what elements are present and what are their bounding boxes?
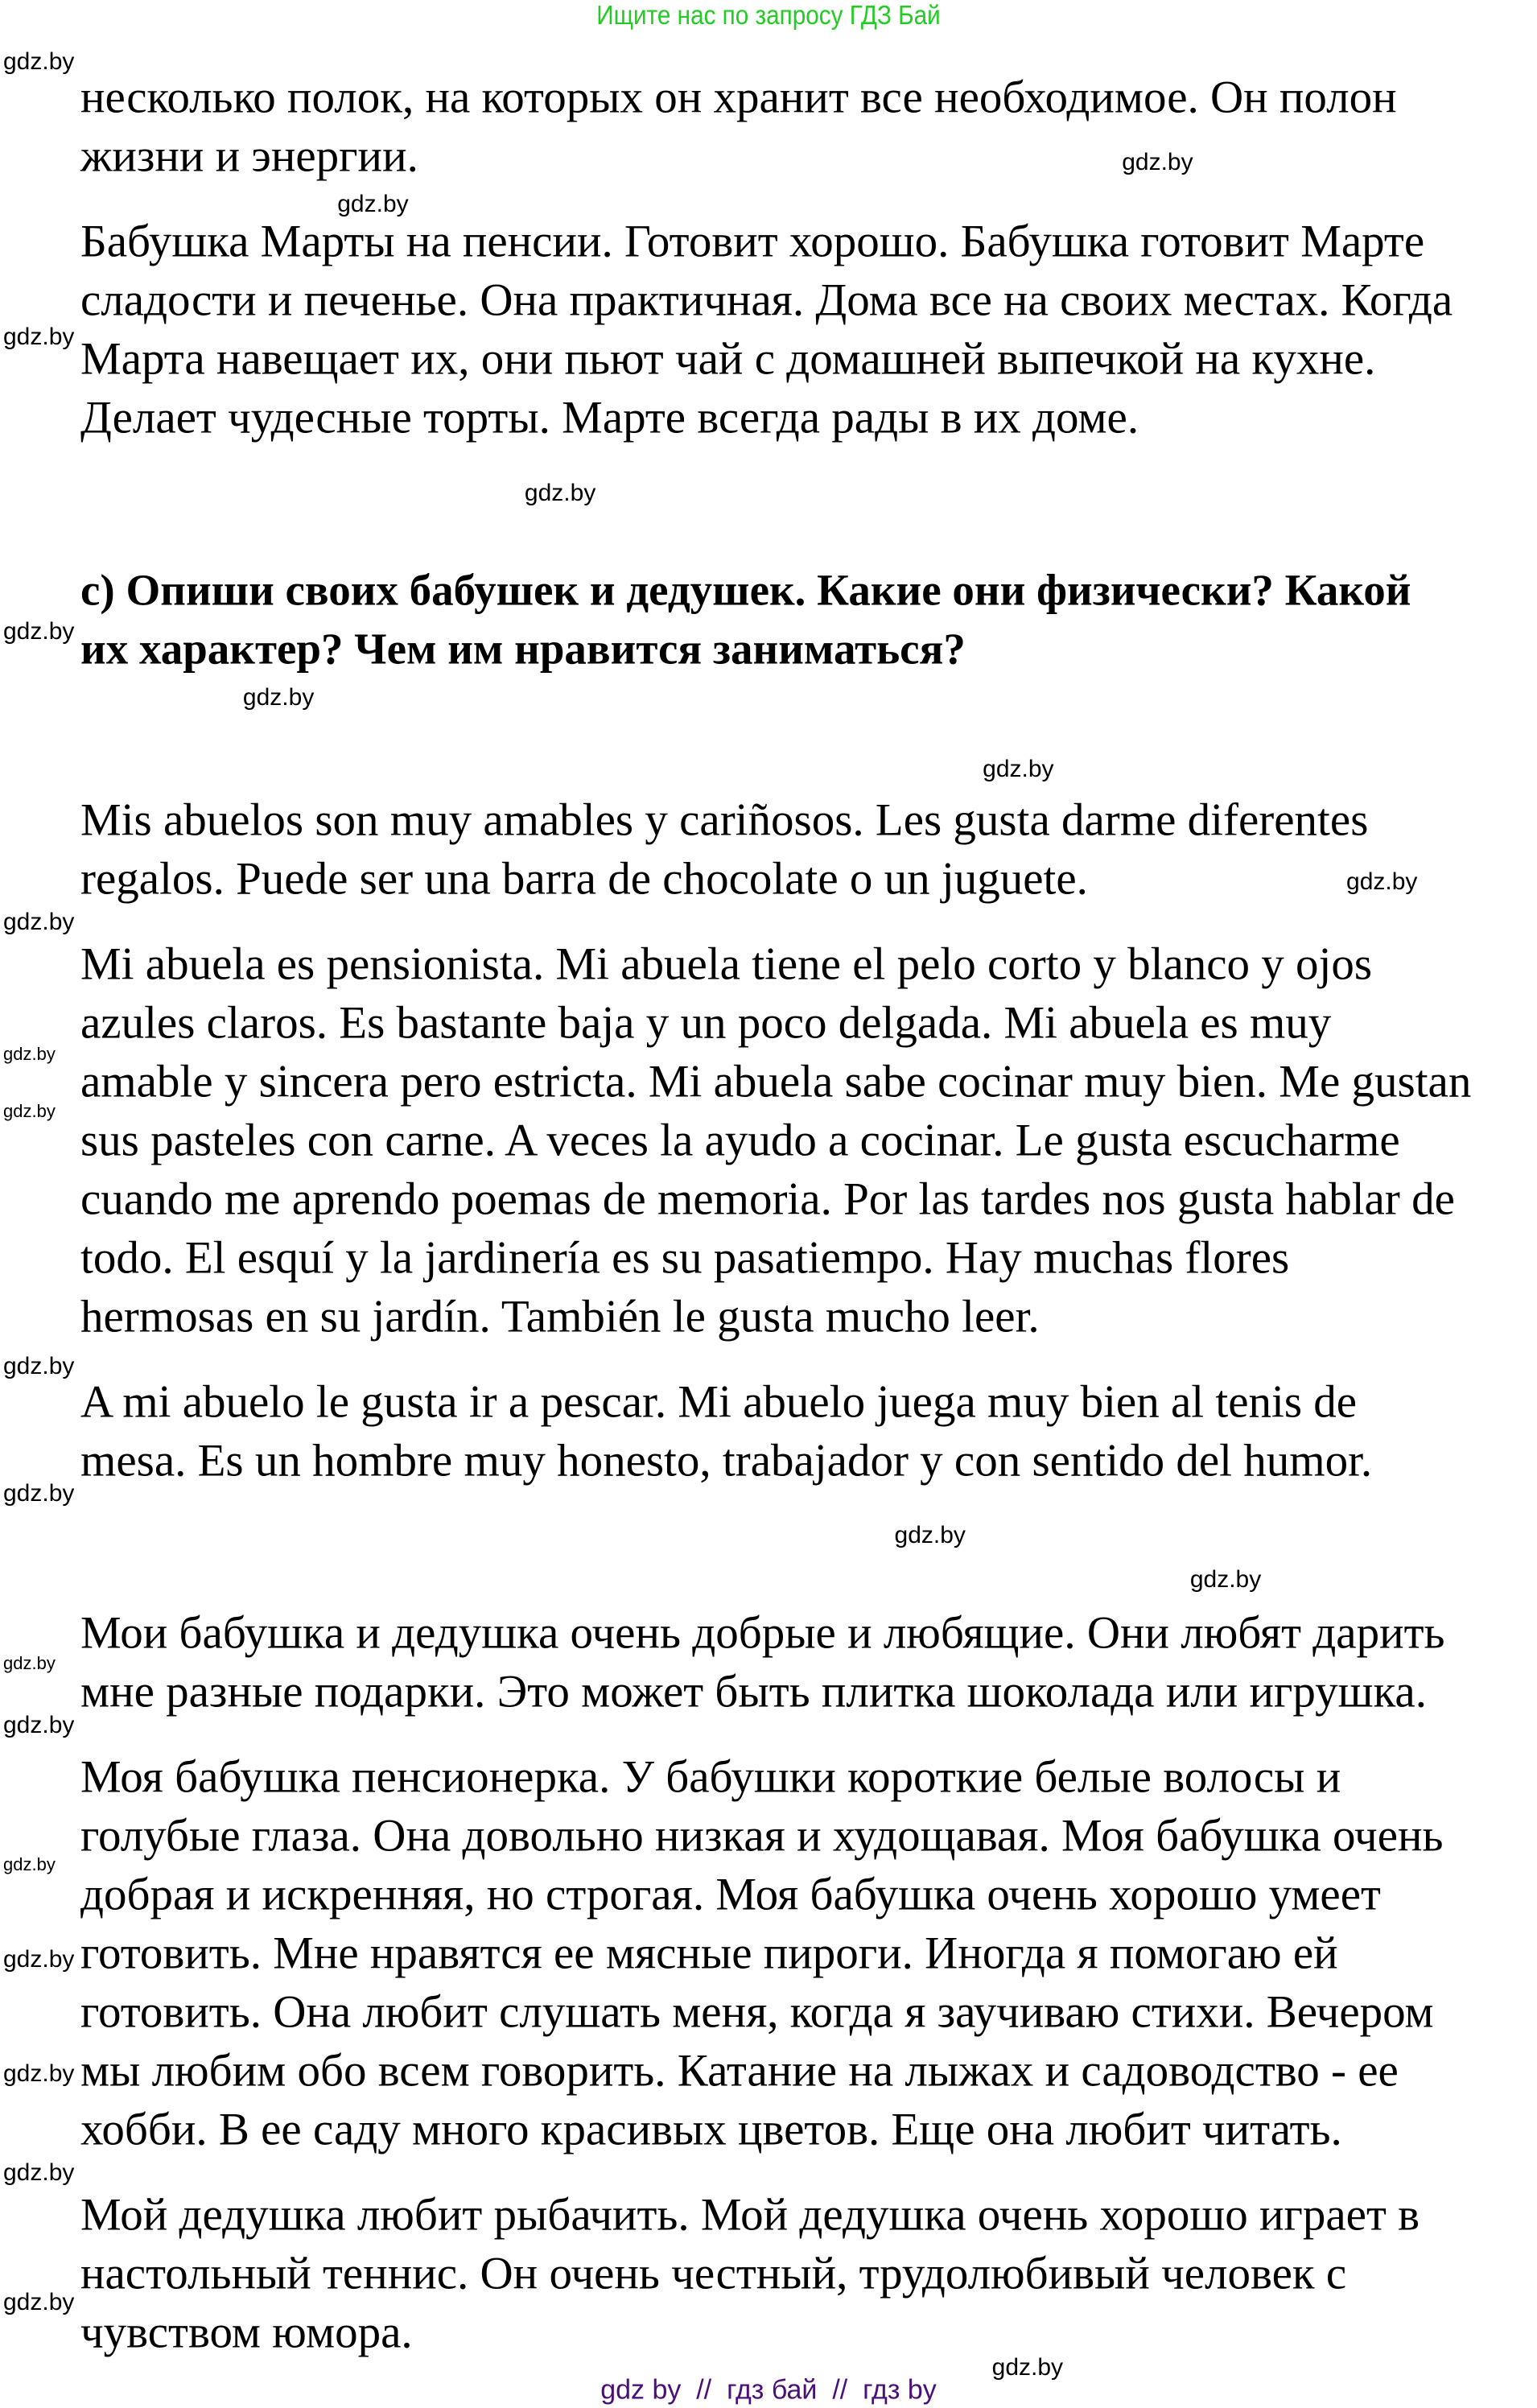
task-heading-line: их характер? Чем им нравится заниматься? <box>80 624 966 674</box>
watermark: gdz.by <box>337 190 409 217</box>
watermark: gdz.by <box>3 909 75 936</box>
watermark: gdz.by <box>3 1712 75 1739</box>
paragraph-line: sus pasteles con carne. A veces la ayudo a cocinar. Le gusta escucharme <box>80 1115 1400 1166</box>
paragraph-line: Mis abuelos son muy amables y cariñosos. Les gusta darme diferentes <box>80 794 1369 846</box>
watermark: gdz.by <box>991 2354 1064 2381</box>
paragraph-line: todo. El esquí y la jardinería es su pasatiempo. Hay muchas flores <box>80 1232 1290 1284</box>
paragraph-line: cuando me aprendo poemas de memoria. Por las tardes nos gusta hablar de <box>80 1173 1455 1225</box>
watermark: gdz.by <box>3 617 75 645</box>
watermark: gdz.by <box>3 1479 75 1507</box>
task-heading-line: c) Опиши своих бабушек и дедушек. Какие они физически? Какой <box>80 565 1411 615</box>
paragraph-line: Мой дедушка любит рыбачить. Мой дедушка очень хорошо играет в <box>80 2189 1420 2241</box>
watermark: gdz.by <box>3 1945 75 1973</box>
watermark: gdz.by <box>3 1100 56 1121</box>
paragraph-line: готовить. Она любит слушать меня, когда я заучиваю стихи. Вечером <box>80 1986 1434 2038</box>
watermark: gdz.by <box>3 2289 75 2316</box>
paragraph-line: сладости и печенье. Она практичная. Дома все на своих местах. Когда <box>80 274 1453 326</box>
watermark: gdz.by <box>1122 148 1193 175</box>
paragraph-line: mesa. Es un hombre muy honesto, trabajador y con sentido del humor. <box>80 1435 1373 1486</box>
paragraph-line: голубые глаза. Она довольно низкая и худощавая. Моя бабушка очень <box>80 1810 1444 1862</box>
watermark: gdz.by <box>894 1521 966 1548</box>
paragraph-line: добрая и искренняя, но строгая. Моя бабушка очень хорошо умеет <box>80 1869 1381 1920</box>
paragraph-line: hermosas en su jardín. También le gusta mucho leer. <box>80 1291 1040 1342</box>
watermark: gdz.by <box>1189 1566 1262 1594</box>
watermark: gdz.by <box>3 2159 75 2186</box>
watermark: gdz.by <box>3 47 75 75</box>
watermark: gdz.by <box>983 755 1054 782</box>
paragraph-line: azules claros. Es bastante baja y un poco delgada. Mi abuela es muy <box>80 997 1332 1049</box>
paragraph-line: хобби. В ее саду много красивых цветов. Еще она любит читать. <box>80 2104 1342 2155</box>
watermark: gdz.by <box>1346 868 1418 896</box>
paragraph-line: готовить. Мне нравятся ее мясные пироги. Иногда я помогаю ей <box>80 1928 1338 1979</box>
footer-links: gdz by // гдз бай // гдз by <box>600 2374 937 2406</box>
watermark: gdz.by <box>3 1854 56 1875</box>
watermark: gdz.by <box>3 1353 75 1379</box>
paragraph-line: amable y sincera pero estricta. Mi abuela sabe cocinar muy bien. Me gustan <box>80 1056 1472 1107</box>
paragraph-line: несколько полок, на которых он хранит все необходимое. Он полон <box>80 72 1397 123</box>
paragraph-line: Бабушка Марты на пенсии. Готовит хорошо. Бабушка готовит Марте <box>80 216 1425 267</box>
search-banner: Ищите нас по запросу ГДЗ Бай <box>596 0 941 30</box>
watermark: gdz.by <box>524 480 596 507</box>
watermark: gdz.by <box>242 684 315 711</box>
watermark: gdz.by <box>3 1653 56 1674</box>
watermark: gdz.by <box>3 324 75 351</box>
watermark: gdz.by <box>3 2060 75 2087</box>
paragraph-line: настольный теннис. Он очень честный, трудолюбивый человек с <box>80 2248 1347 2299</box>
paragraph-line: Моя бабушка пенсионерка. У бабушки короткие белые волосы и <box>80 1751 1341 1803</box>
paragraph-line: мы любим обо всем говорить. Катание на лыжах и садоводство - ее <box>80 2045 1399 2097</box>
paragraph-line: Мои бабушка и дедушка очень добрые и любящие. Они любят дарить <box>80 1607 1445 1659</box>
paragraph-line: Mi abuela es pensionista. Mi abuela tiene el pelo corto y blanco y ojos <box>80 938 1373 990</box>
paragraph-line: Делает чудесные торты. Марте всегда рады в их доме. <box>80 392 1139 443</box>
paragraph-line: чувством юмора. <box>80 2307 413 2358</box>
paragraph-line: Марта навещает их, они пьют чай с домашней выпечкой на кухне. <box>80 333 1376 385</box>
watermark: gdz.by <box>3 1043 56 1064</box>
paragraph-line: мне разные подарки. Это может быть плитка шоколада или игрушка. <box>80 1666 1427 1717</box>
paragraph-line: regalos. Puede ser una barra de chocolate o un juguete. <box>80 853 1088 905</box>
paragraph-line: жизни и энергии. <box>80 130 418 182</box>
paragraph-line: A mi abuelo le gusta ir a pescar. Mi abuelo juega muy bien al tenis de <box>80 1376 1358 1428</box>
